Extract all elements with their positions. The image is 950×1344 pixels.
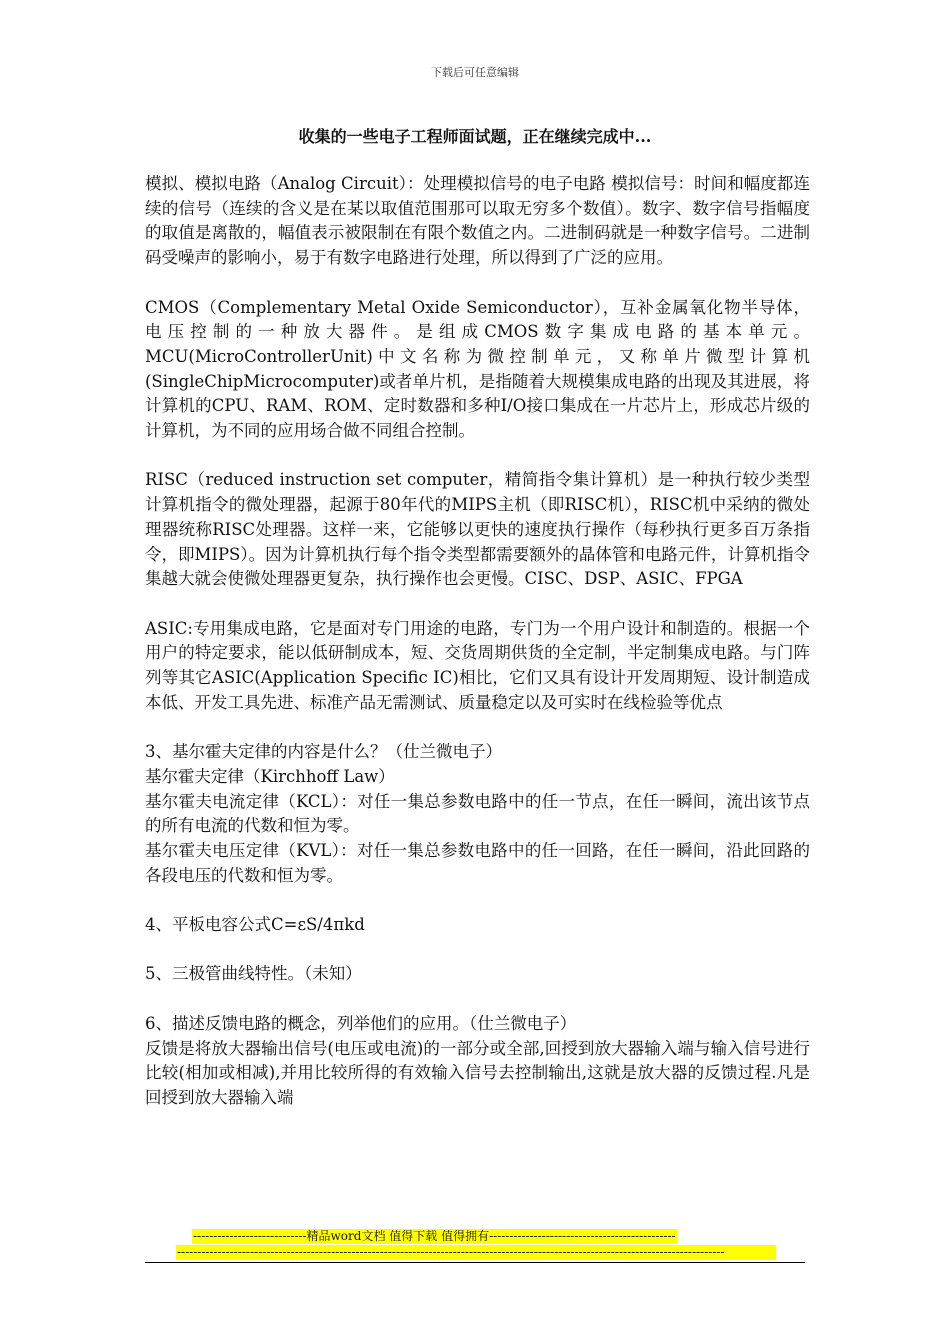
footer-banner-text: ----------------------------精品word文档 值得下载 值得拥有----------------------------------------------	[193, 1229, 676, 1243]
kvl-definition: 基尔霍夫电压定律（KVL）：对任一集总参数电路中的任一回路，在任一瞬间，沿此回路的各段电压的代数和恒为零。	[145, 840, 810, 885]
paragraph-asic: ASIC:专用集成电路，它是面对专门用途的电路，专门为一个用户设计和制造的。根据一个用户的特定要求，能以低研制成本，短、交货周期供货的全定制，半定制集成电路。与门阵列等其它ASIC(Application Specific IC)相比，它们又具有设计开发周期短、设计制造成本低、开发工具先进、标准产品无需测试、质量稳定以及可实时在线检验等优点	[145, 618, 810, 712]
kcl-definition: 基尔霍夫电流定律（KCL）：对任一集总参数电路中的任一节点，在任一瞬间，流出该节点的所有电流的代数和恒为零。	[145, 791, 810, 836]
paragraph-risc: RISC（reduced instruction set computer，精简指令集计算机）是一种执行较少类型计算机指令的微处理器，起源于80年代的MIPS主机（即RISC机），RISC机中采纳的微处理器统称RISC处理器。这样一来，它能够以更快的速度执行操作（每秒执行更多百万条指令，即MIPS）。因为计算机执行每个指令类型都需要额外的晶体管和电路元件，计算机指令集越大就会使微处理器更复杂，执行操作也会更慢。CISC、DSP、ASIC、FPGA	[145, 470, 810, 589]
paragraph-cmos-mcu: CMOS（Complementary Metal Oxide Semiconductor），互补金属氧化物半导体，电压控制的一种放大器件。是组成CMOS数字集成电路的基本单元。MCU(MicroControllerUnit)中文名称为微控制单元，又称单片微型计算机(SingleChipMicrocomputer)或者单片机，是指随着大规模集成电路的出现及其进展，将计算机的CPU、RAM、ROM、定时数器和多种I/O接口集成在一片芯片上，形成芯片级的计算机，为不同的应用场合做不同组合控制。	[145, 297, 810, 441]
question-5-transistor: 5、三极管曲线特性。（未知）	[145, 964, 362, 984]
document-body	[145, 172, 810, 1111]
kirchhoff-law-heading: 基尔霍夫定律（Kirchhoff Law）	[145, 766, 395, 786]
document-title: 收集的一些电子工程师面试题，正在继续完成中...	[298, 127, 652, 146]
question-6-feedback: 6、描述反馈电路的概念，列举他们的应用。（仕兰微电子）	[145, 1013, 577, 1033]
question-4-capacitor: 4、平板电容公式C=εS/4πkd	[145, 915, 365, 935]
question-3-kirchhoff: 3、基尔霍夫定律的内容是什么？（仕兰微电子）	[145, 742, 502, 762]
paragraph-analog-circuit: 模拟、模拟电路（Analog Circuit）：处理模拟信号的电子电路 模拟信号：时间和幅度都连续的信号（连续的含义是在某以取值范围那可以取无穷多个数值）。数字、数字信号指幅度的取值是离散的，幅值表示被限制在有限个数值之内。二进制码就是一种数字信号。二进制码受噪声的影响小，易于有数字电路进行处理，所以得到了广泛的应用。	[145, 174, 810, 268]
feedback-answer: 反馈是将放大器输出信号(电压或电流)的一部分或全部,回授到放大器输入端与输入信号进行比较(相加或相减),并用比较所得的有效输入信号去控制输出,这就是放大器的反馈过程.凡是回授到放大器输入端	[145, 1038, 810, 1107]
footer-divider	[145, 1262, 805, 1263]
page-header-note: 下载后可任意编辑	[431, 66, 519, 79]
footer-banner-dashes: ---------------------------------------------------------------------------------------------------------------------------------------	[176, 1245, 776, 1260]
